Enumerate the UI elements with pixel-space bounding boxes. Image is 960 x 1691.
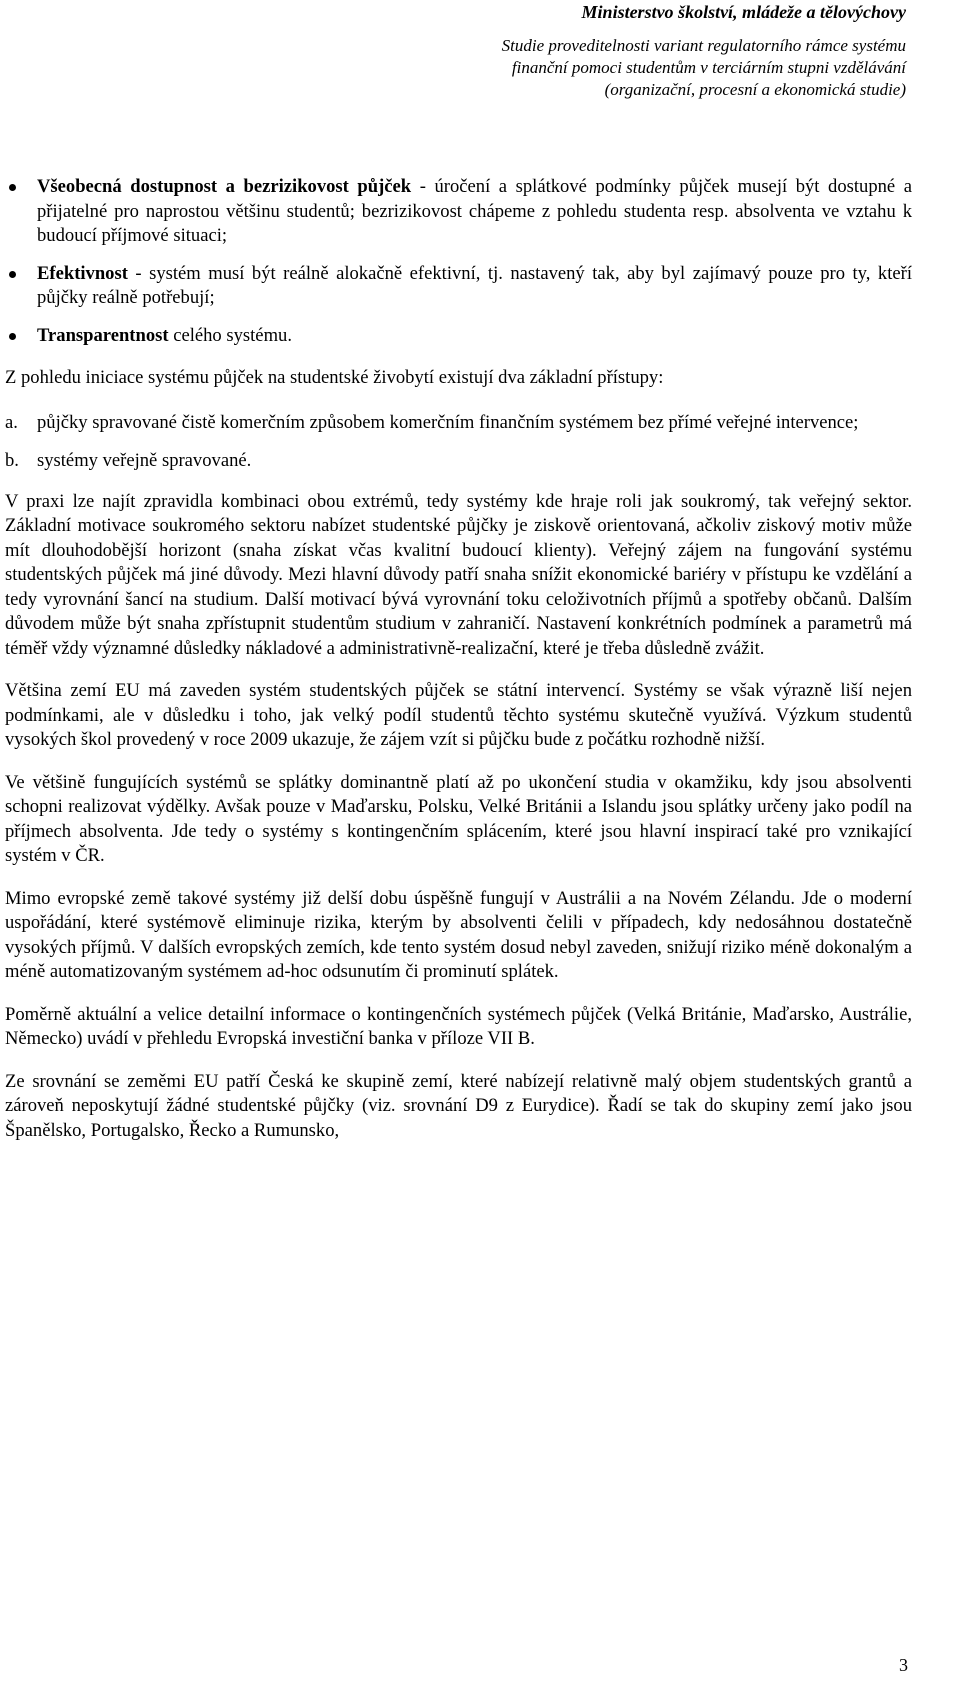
- list-marker: a.: [5, 411, 18, 433]
- paragraph: Poměrně aktuální a velice detailní informace o kontingenčních systémech půjček (Velká Británie, Maďarsko, Austrálie, Německo) uvádí v přehledu Evropská investiční banka v příloze VII B.: [5, 1003, 912, 1049]
- list-item: [5, 411, 912, 436]
- paragraph: Většina zemí EU má zaveden systém studentských půjček se státní intervencí. Systémy se však výrazně liší nejen podmínkami, ale v důsledku i toho, jak velký podíl studentů těchto systému skutečně využívá. Výzkum studentů vysokých škol provedený v roce 2009 ukazuje, že zájem vzít si půjčku bude z počátku rozhodně nižší.: [5, 680, 912, 750]
- list-marker: b.: [5, 450, 19, 471]
- list-item-text: systémy veřejně spravované.: [37, 450, 252, 471]
- bullet-item: [5, 175, 912, 249]
- bullet-item: [5, 324, 912, 349]
- paragraph: Ve většině fungujících systémů se splátky dominantně platí až po ukončení studia v okamžiku, kdy jsou absolventi schopni realizovat výdělky. Avšak pouze v Maďarsku, Polsku, Velké Británii a Islandu jsou splátky určeny jako podíl na příjmech absolventa. Jde tedy o systémy s kontingenčním splácením, které jsou hlavní inspirací také pro vznikající systém v ČR.: [5, 771, 912, 866]
- page-number: 3: [899, 1655, 908, 1675]
- bullet-term: Efektivnost: [37, 262, 128, 284]
- list-item: [5, 449, 912, 474]
- paragraph: Mimo evropské země takové systémy již delší dobu úspěšně fungují v Austrálii a na Novém Zélandu. Jde o moderní uspořádání, které systémově eliminuje rizika, kterým by absolventi čelili v případech, kdy nedosáhnou dostatečně vysokých příjmů. V dalších evropských zemích, kde tento systém dosud nebyl zaveden, snižují riziko méně dokonalým a méně automatizovaným systémem ad-hoc odsunutím či prominutí splátek.: [5, 887, 912, 982]
- header-line-3: (organizační, procesní a ekonomická studie): [604, 80, 906, 99]
- ordered-list: [5, 411, 912, 474]
- bullet-text: - úročení a splátkové podmínky půjček musejí být dostupné a přijatelné pro naprostou většinu studentů; bezrizikovost chápeme z pohledu studenta resp. absolventa ve vztahu k budoucí příjmové situaci;: [37, 176, 913, 246]
- bullet-item: [5, 262, 912, 311]
- paragraph: Ze srovnání se zeměmi EU patří Česká ke skupině zemí, které nabízejí relativně malý objem studentských grantů a zároveň neposkytují žádné studentské půjčky (viz. srovnání D9 z Eurydice). Řadí se tak do skupiny zemí jako jsou Španělsko, Portugalsko, Řecko a Rumunsko,: [5, 1070, 912, 1141]
- page-header: [502, 0, 906, 101]
- header-line-2: finanční pomoci studentům v terciárním stupni vzdělávání: [511, 58, 906, 77]
- list-item-text: půjčky spravované čistě komerčním způsobem komerčním finančním systémem bez přímé veřejné intervence;: [37, 411, 859, 433]
- document-body: [5, 175, 912, 1157]
- bullet-term: Všeobecná dostupnost a bezrizikovost půjček: [37, 176, 412, 197]
- bullet-term: Transparentnost: [37, 324, 169, 346]
- header-line-1: Studie proveditelnosti variant regulatorního rámce systému: [501, 36, 906, 55]
- bullet-text: - systém musí být reálně alokačně efektivní, tj. nastavený tak, aby byl zajímavý pouze pro ty, kteří půjčky reálně potřebují;: [37, 262, 912, 308]
- intro-paragraph: Z pohledu iniciace systému půjček na studentské živobytí existují dva základní přístupy:: [5, 367, 664, 388]
- bullet-text: celého systému.: [168, 324, 292, 346]
- header-ministry: Ministerstvo školství, mládeže a tělovýchovy: [581, 2, 906, 22]
- paragraph: V praxi lze najít zpravidla kombinaci obou extrémů, tedy systémy kde hraje roli jak soukromý, tak veřejný sektor. Základní motivace soukromého sektoru nabízet studentské půjčky je ziskově orientovaná, ačkoliv ziskový motiv může mít dlouhodobější horizont (snaha získat včas kvalitní budoucí klienty). Veřejný zájem na fungování systému studentských půjček má jiné důvody. Mezi hlavní důvody patří snaha snížit ekonomické bariéry v přístupu ke vzdělání a tedy vyrovnání šancí na studium. Další motivací bývá vyrovnání toku celoživotních příjmů a spotřeby občanů. Dalším důvodem může být snaha zpřístupnit studentům studium v zahraničí. Nastavení konkrétních podmínek a parametrů má téměř vždy významné důsledky nákladové a administrativně-realizační, které je třeba důsledně zvážit.: [5, 490, 912, 659]
